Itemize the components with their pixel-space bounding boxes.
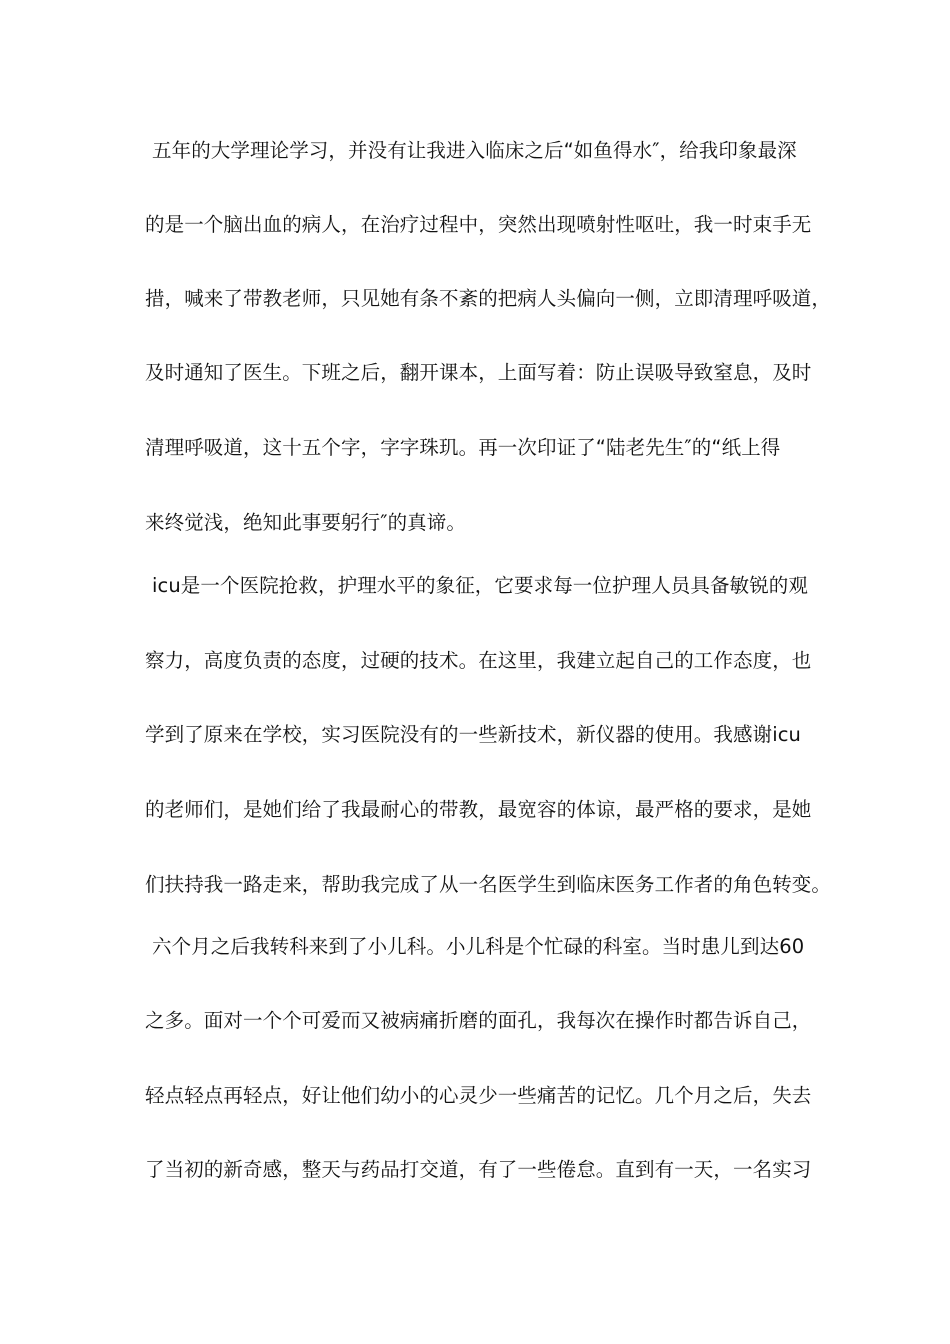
text-line: icu是一个医院抢救，护理水平的象征，它要求每一位护理人员具备敏锐的观 [152, 574, 808, 597]
text-line: 清理呼吸道，这十五个字，字字珠玑。再一次印证了“陆老先生″的“纸上得 [145, 436, 781, 459]
text-line: 及时通知了医生。下班之后，翻开课本，上面写着：防止误吸导致窒息，及时 [145, 361, 812, 384]
text-line: 之多。面对一个个可爱而又被病痛折磨的面孔，我每次在操作时都告诉自己， [145, 1009, 812, 1032]
text-line: 轻点轻点再轻点，好让他们幼小的心灵少一些痛苦的记忆。几个月之后，失去 [145, 1084, 812, 1107]
text-line: 察力，高度负责的态度，过硬的技术。在这里，我建立起自己的工作态度，也 [145, 649, 812, 672]
text-line: 六个月之后我转科来到了小儿科。小儿科是个忙碌的科室。当时患儿到达60 [152, 935, 805, 958]
text-line: 措，喊来了带教老师，只见她有条不紊的把病人头偏向一侧，立即清理呼吸道， [145, 287, 832, 310]
text-line: 的老师们，是她们给了我最耐心的带教，最宽容的体谅，最严格的要求，是她 [145, 798, 812, 821]
text-line: 来终觉浅，绝知此事要躬行″的真谛。 [145, 511, 466, 534]
text-line: 五年的大学理论学习，并没有让我进入临床之后“如鱼得水″，给我印象最深 [152, 139, 797, 162]
text-line: 的是一个脑出血的病人，在治疗过程中，突然出现喷射性呕吐，我一时束手无 [145, 213, 812, 236]
text-line: 学到了原来在学校，实习医院没有的一些新技术，新仪器的使用。我感谢icu [145, 723, 801, 746]
text-line: 了当初的新奇感，整天与药品打交道，有了一些倦怠。直到有一天，一名实习 [145, 1158, 812, 1181]
text-line: 们扶持我一路走来，帮助我完成了从一名医学生到临床医务工作者的角色转变。 [145, 873, 832, 896]
